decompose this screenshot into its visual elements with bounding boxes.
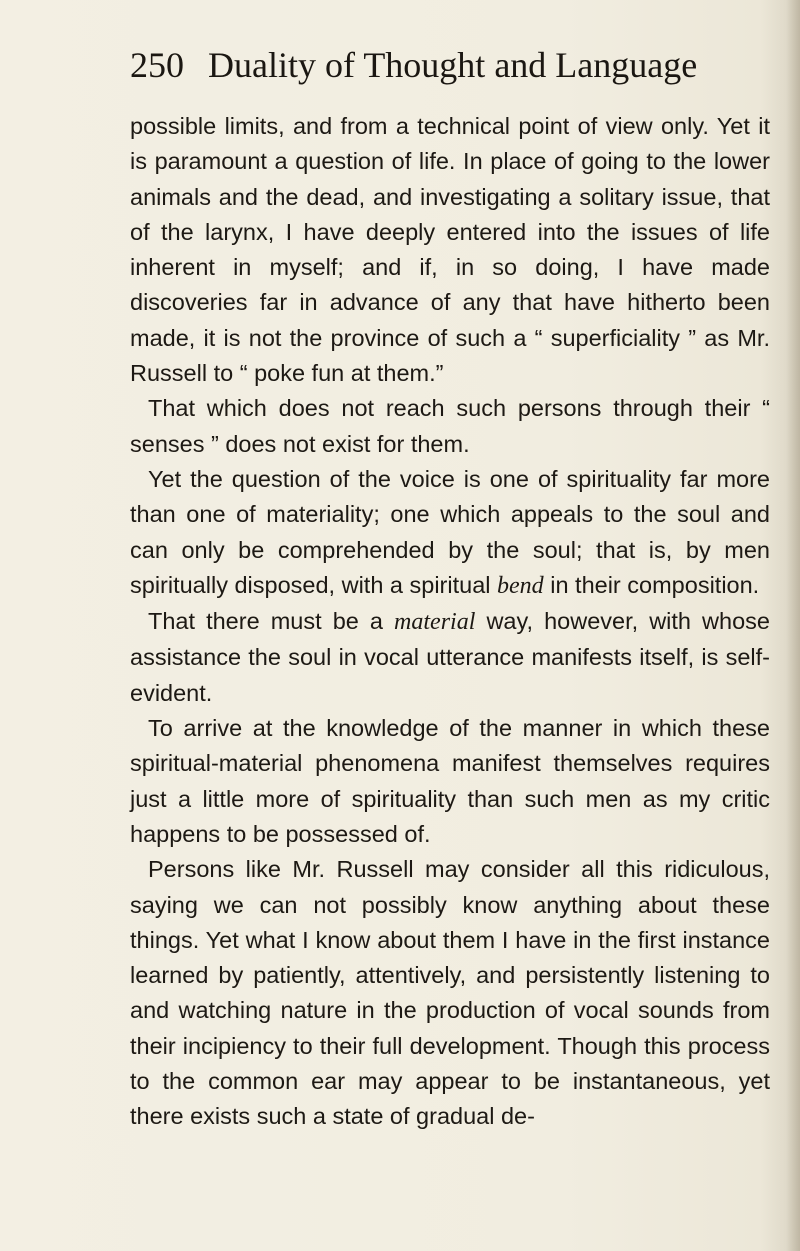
italic-text: material [394, 609, 476, 636]
paragraph [130, 604, 770, 711]
text-run: Persons like Mr. Russell may consider all this ridiculous, saying we can not possibly know anything about these things. Yet what I know about them I have in the first instance learned by patiently, attentively, and persistently listening to and watching nature in the production of vocal sounds from their incipiency to their full development. Though this process to the common ear may appear to be instantaneous, yet there exists such a state of gradual de- [130, 856, 770, 1130]
text-run: in their composition. [543, 571, 760, 598]
page-edge-shadow [786, 0, 800, 1251]
paragraph [130, 852, 770, 1134]
page-header [130, 40, 770, 100]
paragraph [130, 462, 770, 604]
text-run: way, however, with whose assistance the soul in vocal utterance manifests itself, is self-evident. [130, 608, 770, 706]
paragraph [130, 109, 770, 391]
paragraph [130, 391, 770, 462]
running-title: Duality of Thought and Language [208, 45, 698, 85]
page-number: 250 [130, 45, 184, 85]
paragraph [130, 711, 770, 852]
text-run: That there must be a [148, 608, 395, 635]
text-run: To arrive at the knowledge of the manner in which these spiritual-material phenomena manifest themselves requires just a little more of spirituality than such men as my critic happens to be possessed of. [130, 715, 770, 847]
text-run: possible limits, and from a technical point of view only. Yet it is paramount a question of life. In place of going to the lower animals and the dead, and investigating a solitary issue, that of the larynx, I have deeply entered into the issues of life inherent in myself; and if, in so doing, I have made discoveries far in advance of any that have hitherto been made, it is not the province of such a “ superficiality ” as Mr. Russell to “ poke fun at them.” [130, 113, 770, 387]
text-run: Yet the question of the voice is one of spirituality far more than one of materiality; one which appeals to the soul and can only be comprehended by the soul; that is, by men spiritually disposed, with a spiritual [130, 465, 770, 598]
body-text [130, 109, 770, 1135]
text-run: That which does not reach such persons through their “ senses ” does not exist for them. [130, 395, 770, 457]
italic-text: bend [497, 572, 544, 599]
